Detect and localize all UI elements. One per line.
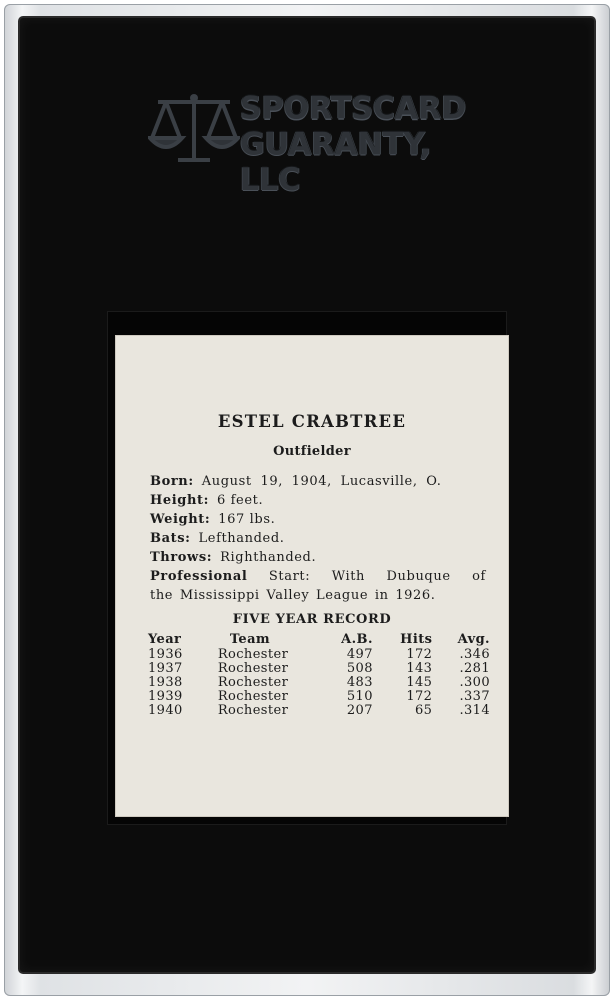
professional-word-4: of xyxy=(472,569,486,584)
cell-year: 1936 xyxy=(148,647,183,662)
professional-row-1 xyxy=(150,567,486,586)
header-year: Year xyxy=(148,631,182,647)
table-row xyxy=(148,662,490,676)
table-row xyxy=(148,676,490,690)
header-ab: A.B. xyxy=(341,631,373,647)
height-label: Height: xyxy=(150,493,210,508)
table-row xyxy=(148,704,490,718)
cell-year: 1937 xyxy=(148,661,183,676)
professional-label: Professional xyxy=(150,569,248,584)
table-row xyxy=(148,690,490,704)
logo-line-2: GUARANTY, LLC xyxy=(240,126,432,199)
cell-year: 1939 xyxy=(148,689,183,704)
cell-avg: .281 xyxy=(459,661,490,676)
cell-hits: 172 xyxy=(406,689,433,704)
throws-row xyxy=(150,548,486,567)
professional-row-2 xyxy=(150,586,486,605)
cell-ab: 510 xyxy=(346,689,373,704)
professional-word-1: Start: xyxy=(268,569,311,584)
cell-team: Rochester xyxy=(217,703,289,718)
cell-ab: 497 xyxy=(346,647,373,662)
player-position: Outfielder xyxy=(273,444,351,459)
cell-team: Rochester xyxy=(217,675,289,690)
born-value: August 19, 1904, Lucasville, O. xyxy=(201,474,442,489)
cell-year: 1938 xyxy=(148,675,183,690)
cell-ab: 207 xyxy=(346,703,373,718)
bats-value: Lefthanded. xyxy=(198,531,285,546)
sgc-logo xyxy=(128,72,488,199)
throws-label: Throws: xyxy=(150,550,213,565)
professional-line-2: the Mississippi Valley League in 1926. xyxy=(150,588,436,603)
player-bio xyxy=(150,472,486,605)
bats-row xyxy=(150,529,486,548)
player-name: ESTEL CRABTREE xyxy=(217,412,407,431)
record-header-row xyxy=(148,630,490,648)
born-label: Born: xyxy=(150,474,194,489)
cell-avg: .346 xyxy=(459,647,490,662)
scales-of-justice-icon xyxy=(148,92,240,172)
born-row xyxy=(150,472,486,491)
height-value: 6 feet. xyxy=(217,493,264,508)
header-hits: Hits xyxy=(400,631,433,647)
cell-team: Rochester xyxy=(217,661,289,676)
cell-hits: 143 xyxy=(406,661,433,676)
weight-row xyxy=(150,510,486,529)
bats-label: Bats: xyxy=(150,531,191,546)
cell-ab: 483 xyxy=(346,675,373,690)
throws-value: Righthanded. xyxy=(220,550,317,565)
cell-avg: .300 xyxy=(459,675,490,690)
cell-hits: 145 xyxy=(406,675,433,690)
professional-word-2: With xyxy=(331,569,366,584)
cell-ab: 508 xyxy=(346,661,373,676)
weight-value: 167 lbs. xyxy=(218,512,276,527)
height-row xyxy=(150,491,486,510)
record-title: FIVE YEAR RECORD xyxy=(232,612,392,627)
cell-hits: 65 xyxy=(414,703,433,718)
cell-hits: 172 xyxy=(406,647,433,662)
cell-avg: .337 xyxy=(459,689,490,704)
cell-year: 1940 xyxy=(148,703,183,718)
logo-line-1: SPORTSCARD xyxy=(240,90,467,128)
header-avg: Avg. xyxy=(457,631,490,647)
weight-label: Weight: xyxy=(150,512,211,527)
cell-avg: .314 xyxy=(459,703,490,718)
baseball-card-back xyxy=(116,336,508,816)
header-team: Team xyxy=(229,631,271,647)
professional-word-3: Dubuque xyxy=(386,569,451,584)
table-row xyxy=(148,648,490,662)
five-year-record-table xyxy=(148,630,490,718)
cell-team: Rochester xyxy=(217,689,289,704)
cell-team: Rochester xyxy=(217,647,289,662)
